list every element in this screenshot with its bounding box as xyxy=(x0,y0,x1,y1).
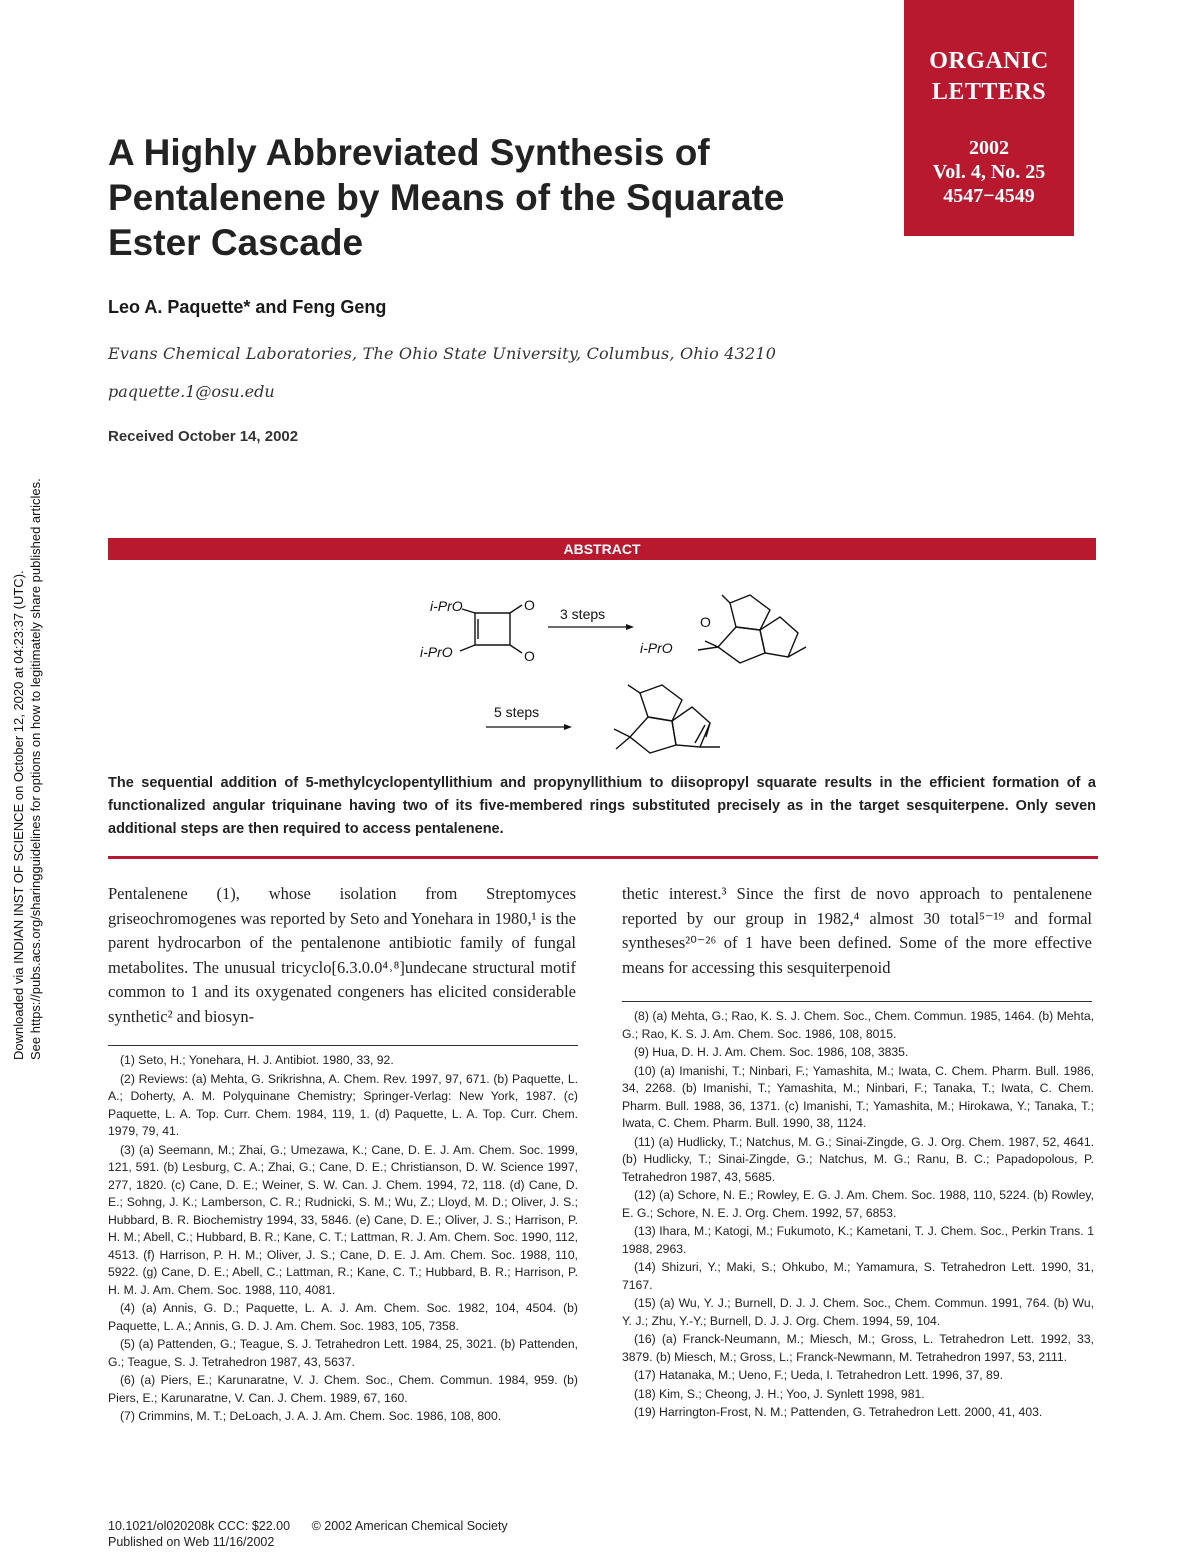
footnote: (6) (a) Piers, E.; Karunaratne, V. J. Chem. Soc., Chem. Commun. 1984, 959. (b) Piers, E.; Karunaratne, V. Can. J. Chem. 1989, 67, 160. xyxy=(108,1373,578,1405)
abstract-reaction-scheme xyxy=(400,575,820,775)
body-paragraph-left: Pentalenene (1), whose isolation from Streptomyces griseochromogenes was reported by Seto and Yonehara in 1980,¹ is the parent hydrocarbon of the pentalenone antibiotic family of fungal metabolites. The unusual tricyclo[6.3.0.0⁴˒⁸]undecane structural motif common to 1 and its oxygenated congeners has elicited considerable synthetic² and biosyn- xyxy=(108,884,576,1026)
footer-copyright: © 2002 American Chemical Society xyxy=(311,1519,508,1533)
download-sidebar-note xyxy=(10,460,50,1060)
footnote: (14) Shizuri, Y.; Maki, S.; Ohkubo, M.; Yamamura, S. Tetrahedron Lett. 1990, 31, 7167. xyxy=(622,1260,1094,1292)
sidebar-line1: Downloaded via INDIAN INST OF SCIENCE on October 12, 2020 at 04:23:37 (UTC). xyxy=(11,570,26,1060)
author-email[interactable]: paquette.1@osu.edu xyxy=(108,382,275,401)
title-line1: A Highly Abbreviated Synthesis of xyxy=(108,132,710,173)
footnote: (2) Reviews: (a) Mehta, G. Srikrishna, A. Chem. Rev. 1997, 97, 671. (b) Paquette, L. A.; Doherty, A. M. Polyquinane Chemistry; Springer-Verlag: New York, 1987. (c) Paquette, L. A. Top. Curr. Chem. 1984, 119, 1. (d) Paquette, L. A. Top. Curr. Chem. 1979, 79, 41. xyxy=(108,1071,578,1138)
footnote: (11) (a) Hudlicky, T.; Natchus, M. G.; Sinai-Zingde, G. J. Org. Chem. 1987, 52, 4641. (b) Hudlicky, T.; Sinai-Zingde, G.; Natchus, M. G.; Ranu, B. C.; Papadopolous, P. Tetrahedron 1987, 43, 5685. xyxy=(622,1134,1094,1184)
footnote: (16) (a) Franck-Neumann, M.; Miesch, M.; Gross, L. Tetrahedron Lett. 1992, 33, 3879. (b) Miesch, M.; Gross, L.; Franck-Newmann, M. Tetrahedron 1997, 53, 2111. xyxy=(622,1332,1094,1364)
arrow-step2-label: 5 steps xyxy=(494,704,540,720)
footnote: (1) Seto, H.; Yonehara, H. J. Antibiot. 1980, 33, 92. xyxy=(120,1053,394,1067)
squarate-ipro-top: i-PrO xyxy=(430,598,463,614)
footnote: (9) Hua, D. H. J. Am. Chem. Soc. 1986, 108, 3835. xyxy=(634,1045,909,1059)
journal-pages: 4547−4549 xyxy=(943,185,1035,207)
journal-volume: Vol. 4, No. 25 xyxy=(932,161,1046,183)
journal-name-line2: LETTERS xyxy=(931,79,1047,105)
footnote-rule-left xyxy=(108,1045,578,1046)
body-text-right-column xyxy=(622,882,1092,980)
product-ipro: i-PrO xyxy=(640,640,673,656)
footnotes-left-column xyxy=(108,1052,578,1427)
footnote: (10) (a) Imanishi, T.; Ninbari, F.; Yamashita, M.; Iwata, C. Chem. Pharm. Bull. 1986, 34, 2268. (b) Imanishi, T.; Yamashita, M.; Ninbari, F.; Tanaka, T.; Iwata, C. Chem. Pharm. Bull. 1988, 36, 1371. (c) Imanishi, T.; Yamashita, M.; Hirokawa, Y.; Tanaka, T.; Iwata, C. Chem. Pharm. Bull. 1990, 38, 1124. xyxy=(622,1063,1094,1130)
squarate-structure xyxy=(460,605,522,653)
footnote: (17) Hatanaka, M.; Ueno, F.; Ueda, I. Tetrahedron Lett. 1996, 37, 89. xyxy=(634,1368,1004,1382)
journal-issue-info xyxy=(904,136,1074,208)
footnote: (4) (a) Annis, G. D.; Paquette, L. A. J. Am. Chem. Soc. 1982, 104, 4504. (b) Paquette, L. A.; Annis, G. D. J. Am. Chem. Soc. 1983, 105, 7358. xyxy=(108,1301,578,1333)
footnote: (8) (a) Mehta, G.; Rao, K. S. J. Chem. Soc., Chem. Commun. 1985, 1464. (b) Mehta, G.; Rao, K. S. J. Am. Chem. Soc. 1986, 108, 8015. xyxy=(622,1009,1094,1041)
footer-doi: 10.1021/ol020208k CCC: $22.00 xyxy=(108,1519,291,1533)
abstract-divider xyxy=(108,856,1098,859)
journal-banner xyxy=(904,0,1074,236)
title-line2: Pentalenene by Means of the Squarate xyxy=(108,177,785,218)
journal-year: 2002 xyxy=(969,137,1009,159)
footnote: (13) Ihara, M.; Katogi, M.; Fukumoto, K.; Kametani, T. J. Chem. Soc., Perkin Trans. 1 1988, 2963. xyxy=(622,1224,1094,1256)
sidebar-line2[interactable]: See https://pubs.acs.org/sharingguidelines for options on how to legitimately share published articles. xyxy=(28,478,43,1060)
journal-name-line1: ORGANIC xyxy=(929,48,1049,74)
squarate-o-bottom: O xyxy=(524,648,535,664)
received-date: Received October 14, 2002 xyxy=(108,428,299,445)
arrow-step1-label: 3 steps xyxy=(560,606,606,622)
squarate-ipro-bottom: i-PrO xyxy=(420,644,453,660)
triquinane-intermediate-structure xyxy=(698,595,806,663)
footnote: (15) (a) Wu, Y. J.; Burnell, D. J. J. Chem. Soc., Chem. Commun. 1991, 764. (b) Wu, Y. J.; Zhu, Y.-Y.; Burnell, D. J. J. Org. Chem. 1994, 59, 104. xyxy=(622,1296,1094,1328)
article-title xyxy=(108,130,868,265)
abstract-heading: ABSTRACT xyxy=(108,538,1096,560)
affiliation: Evans Chemical Laboratories, The Ohio State University, Columbus, Ohio 43210 xyxy=(108,344,777,363)
arrowhead-step1-icon xyxy=(626,624,634,630)
footer-published: Published on Web 11/16/2002 xyxy=(108,1535,275,1549)
body-text-left-column xyxy=(108,882,576,1029)
footnote: (18) Kim, S.; Cheong, J. H.; Yoo, J. Synlett 1998, 981. xyxy=(634,1386,925,1401)
pentalenene-structure xyxy=(614,685,720,753)
footnote: (5) (a) Pattenden, G.; Teague, S. J. Tetrahedron Lett. 1984, 25, 3021. (b) Pattenden, G.; Teague, S. J. Tetrahedron 1987, 43, 5637. xyxy=(108,1337,578,1369)
abstract-text: The sequential addition of 5-methylcyclopentyllithium and propynyllithium to diisopropyl squarate results in the efficient formation of a functionalized angular triquinane having two of its five-membered rings substituted precisely as in the target sesquiterpene. Only seven additional steps are then required to access pentalenene. xyxy=(108,775,1096,837)
product-carbonyl-o: O xyxy=(700,614,711,630)
body-paragraph-right: thetic interest.³ Since the first de novo approach to pentalenene reported by our group in 1982,⁴ almost 30 total⁵⁻¹⁹ and formal syntheses²⁰⁻²⁶ of 1 have been defined. Some of the more effective means for accessing this sesquiterpenoid xyxy=(622,884,1092,977)
footnote: (19) Harrington-Frost, N. M.; Pattenden, G. Tetrahedron Lett. 2000, 41, 403. xyxy=(634,1405,1043,1419)
footnote-rule-right xyxy=(622,1001,1092,1002)
footnotes-right-column xyxy=(622,1008,1094,1423)
arrowhead-step2-icon xyxy=(564,724,572,730)
footnote: (12) (a) Schore, N. E.; Rowley, E. G. J. Am. Chem. Soc. 1988, 110, 5224. (b) Rowley, E. G.; Schore, N. E. J. Org. Chem. 1992, 57, 6853. xyxy=(622,1188,1094,1220)
page-footer xyxy=(108,1518,526,1550)
journal-name xyxy=(904,46,1074,108)
squarate-o-top: O xyxy=(524,597,535,613)
authors: Leo A. Paquette* and Feng Geng xyxy=(108,297,387,317)
footnote: (7) Crimmins, M. T.; DeLoach, J. A. J. Am. Chem. Soc. 1986, 108, 800. xyxy=(120,1409,502,1423)
title-line3: Ester Cascade xyxy=(108,222,364,263)
footnote: (3) (a) Seemann, M.; Zhai, G.; Umezawa, K.; Cane, D. E. J. Am. Chem. Soc. 1999, 121, 591. (b) Lesburg, C. A.; Zhai, G.; Cane, D. E.; Christianson, D. W. Science 1997, 277, 1820. (c) Cane, D. E.; Weiner, S. W. Can. J. Chem. 1994, 72, 118. (d) Cane, D. E.; Sohng, J. K.; Lamberson, C. R.; Rudnicki, S. M.; Wu, Z.; Lloyd, M. D.; Oliver, J. S.; Hubbard, B. R. Biochemistry 1994, 33, 5846. (e) Cane, D. E.; Oliver, J. S.; Harrison, P. H. M.; Abell, C.; Hubbard, B. R.; Kane, C. T.; Lattman, R. J. Am. Chem. Soc. 1990, 112, 4513. (f) Harrison, P. H. M.; Oliver, J. S.; Cane, D. E. J. Am. Chem. Soc. 1988, 110, 5922. (g) Cane, D. E.; Abell, C.; Lattman, R.; Kane, C. T.; Hubbard, B. R.; Harrison, P. H. M. J. Am. Chem. Soc. 1988, 110, 4081. xyxy=(108,1142,578,1297)
